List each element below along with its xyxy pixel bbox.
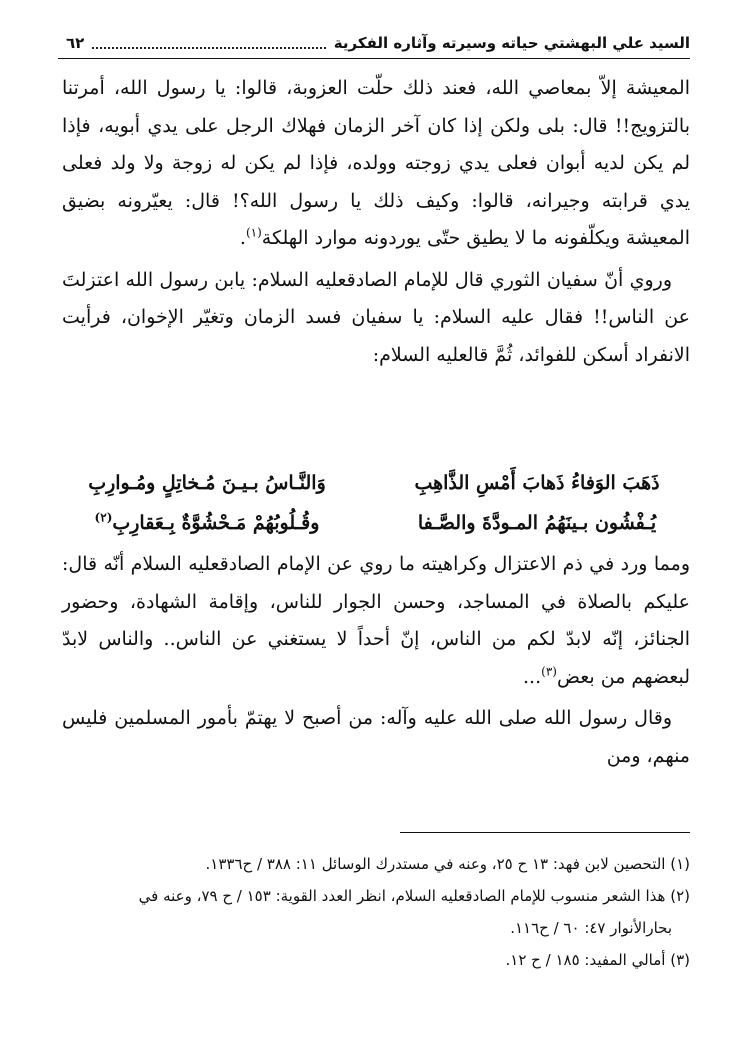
paragraph-4: [62, 700, 690, 775]
poem-verse-2-first-hemistich: يُـفْشُون بـينَهُمُ المـودَّةَ والصَّـفا: [417, 512, 657, 534]
header-dot-leader: [92, 37, 325, 49]
poem-verse-2-second-hemistich: [62, 512, 352, 534]
main-text-top: [62, 70, 690, 374]
poem-verse-1-second-hemistich: وَالنَّـاسُ بـيـنَ مُـخاتِلٍ ومُـوارِبِ: [88, 472, 326, 494]
footnote-ref-2: (٢): [94, 510, 113, 525]
footnote-ref-3: (٣): [541, 664, 557, 679]
poem-verse-1: [62, 463, 690, 503]
paragraph-1: المعيشة إلاّ بمعاصي الله، فعند ذلك حلّت العزوبة، قالوا: يا رسول الله، أمرتنا بالتزويج!! قال: بلى ولكن إذا كان آخر الزمان فهلاك الرجل على يدي أبويه، فإذا لم يكن لديه أبوان فعلى يدي زوجته وولده، فإذا لم يكن له زوجة ولا ولد فعلى يدي قرابته وجيرانه، قالوا: وكيف ذلك يا رسول الله؟! قال: يعيّرونه بضيق المعيشة ويكلّفونه ما لا يطيق حتّى يوردونه موارد الهلكة$^{(١)}$.: [62, 77, 690, 249]
footnotes: [62, 848, 690, 976]
poem-verse-2-second-text: وقُـلُوبُهُمْ مَـحْشُوَّةٌ بِـعَقارِبِ: [112, 512, 320, 534]
footnote-3: (٣) أمالي المفيد: ١٨٥ / ح ١٢.: [505, 951, 690, 969]
paragraph-2: [62, 262, 690, 375]
paragraph-1-text: المعيشة إلاّ بمعاصي الله، فعند ذلك حلّت العزوبة، قالوا: يا رسول الله، أمرتنا بالتزويج!! قال: بلى ولكن إذا كان آخر الزمان فهلاك الرجل على يدي أبويه، فإذا لم يكن لديه أبوان فعلى يدي زوجته وولده، فإذا لم يكن له زوجة ولا ولد فعلى يدي قرابته وجيرانه، قالوا: وكيف ذلك يا رسول الله؟! قال: يعيّرونه بضيق المعيشة ويكلّفونه ما لا يطيق حتّى يوردونه موارد الهلكة: [62, 77, 690, 249]
footnote-ref-1: (١): [245, 225, 262, 240]
poem-verse-2: [62, 503, 690, 543]
page-number: ٦٢: [66, 34, 85, 52]
poem: [62, 463, 690, 543]
footnote-divider: [400, 832, 690, 833]
footnote-2-continuation: بحارالأنوار ٤٧: ٦٠ / ح١١٦.: [510, 919, 672, 937]
footnote-1: (١) التحصين لابن فهد: ١٣ ح ٢٥، وعنه في مستدرك الوسائل ١١: ٣٨٨ / ح١٣٣٦.: [205, 855, 690, 873]
paragraph-2-text: وروي أنّ سفيان الثوري قال للإمام الصادقعليه السلام: يابن رسول الله اعتزلتَ عن الناس!! فقال عليه السلام: يا سفيان فسد الزمان وتغيّر الإخوان، فرأيت الانفراد أسكن للفوائد، ثُمَّ قالعليه السلام:: [62, 268, 690, 366]
running-title: السيد علي البهشتي حياته وسيرته وآثاره الفكرية: [333, 34, 690, 52]
paragraph-3-ellipsis: ...: [523, 665, 542, 688]
footnote-2: (٢) هذا الشعر منسوب للإمام الصادقعليه السلام، انظر العدد القوية: ١٥٣ / ح ٧٩، وعنه في: [138, 887, 690, 905]
paragraph-3-text: ومما ورد في ذم الاعتزال وكراهيته ما روي عن الإمام الصادقعليه السلام أنّه قال: عليكم بالصلاة في المساجد، وحسن الجوار للناس، وإقامة الشهادة، وحضور الجنائز، إنّه لابدّ لكم من الناس، إنّ أحداً لا يستغني عن الناس.. والناس لابدّ لبعضهم من بعض: [62, 553, 690, 688]
poem-verse-1-first-hemistich: ذَهَبَ الوَفاءُ ذَهابَ أَمْسِ الذَّاهِبِ: [414, 472, 660, 494]
page-header: [58, 28, 690, 59]
main-text-bottom: [62, 546, 690, 775]
paragraph-4-text: وقال رسول الله صلى الله عليه وآله: من أصبح لا يهتمّ بأمور المسلمين فليس منهم، ومن: [62, 707, 690, 767]
paragraph-3: [62, 546, 690, 696]
